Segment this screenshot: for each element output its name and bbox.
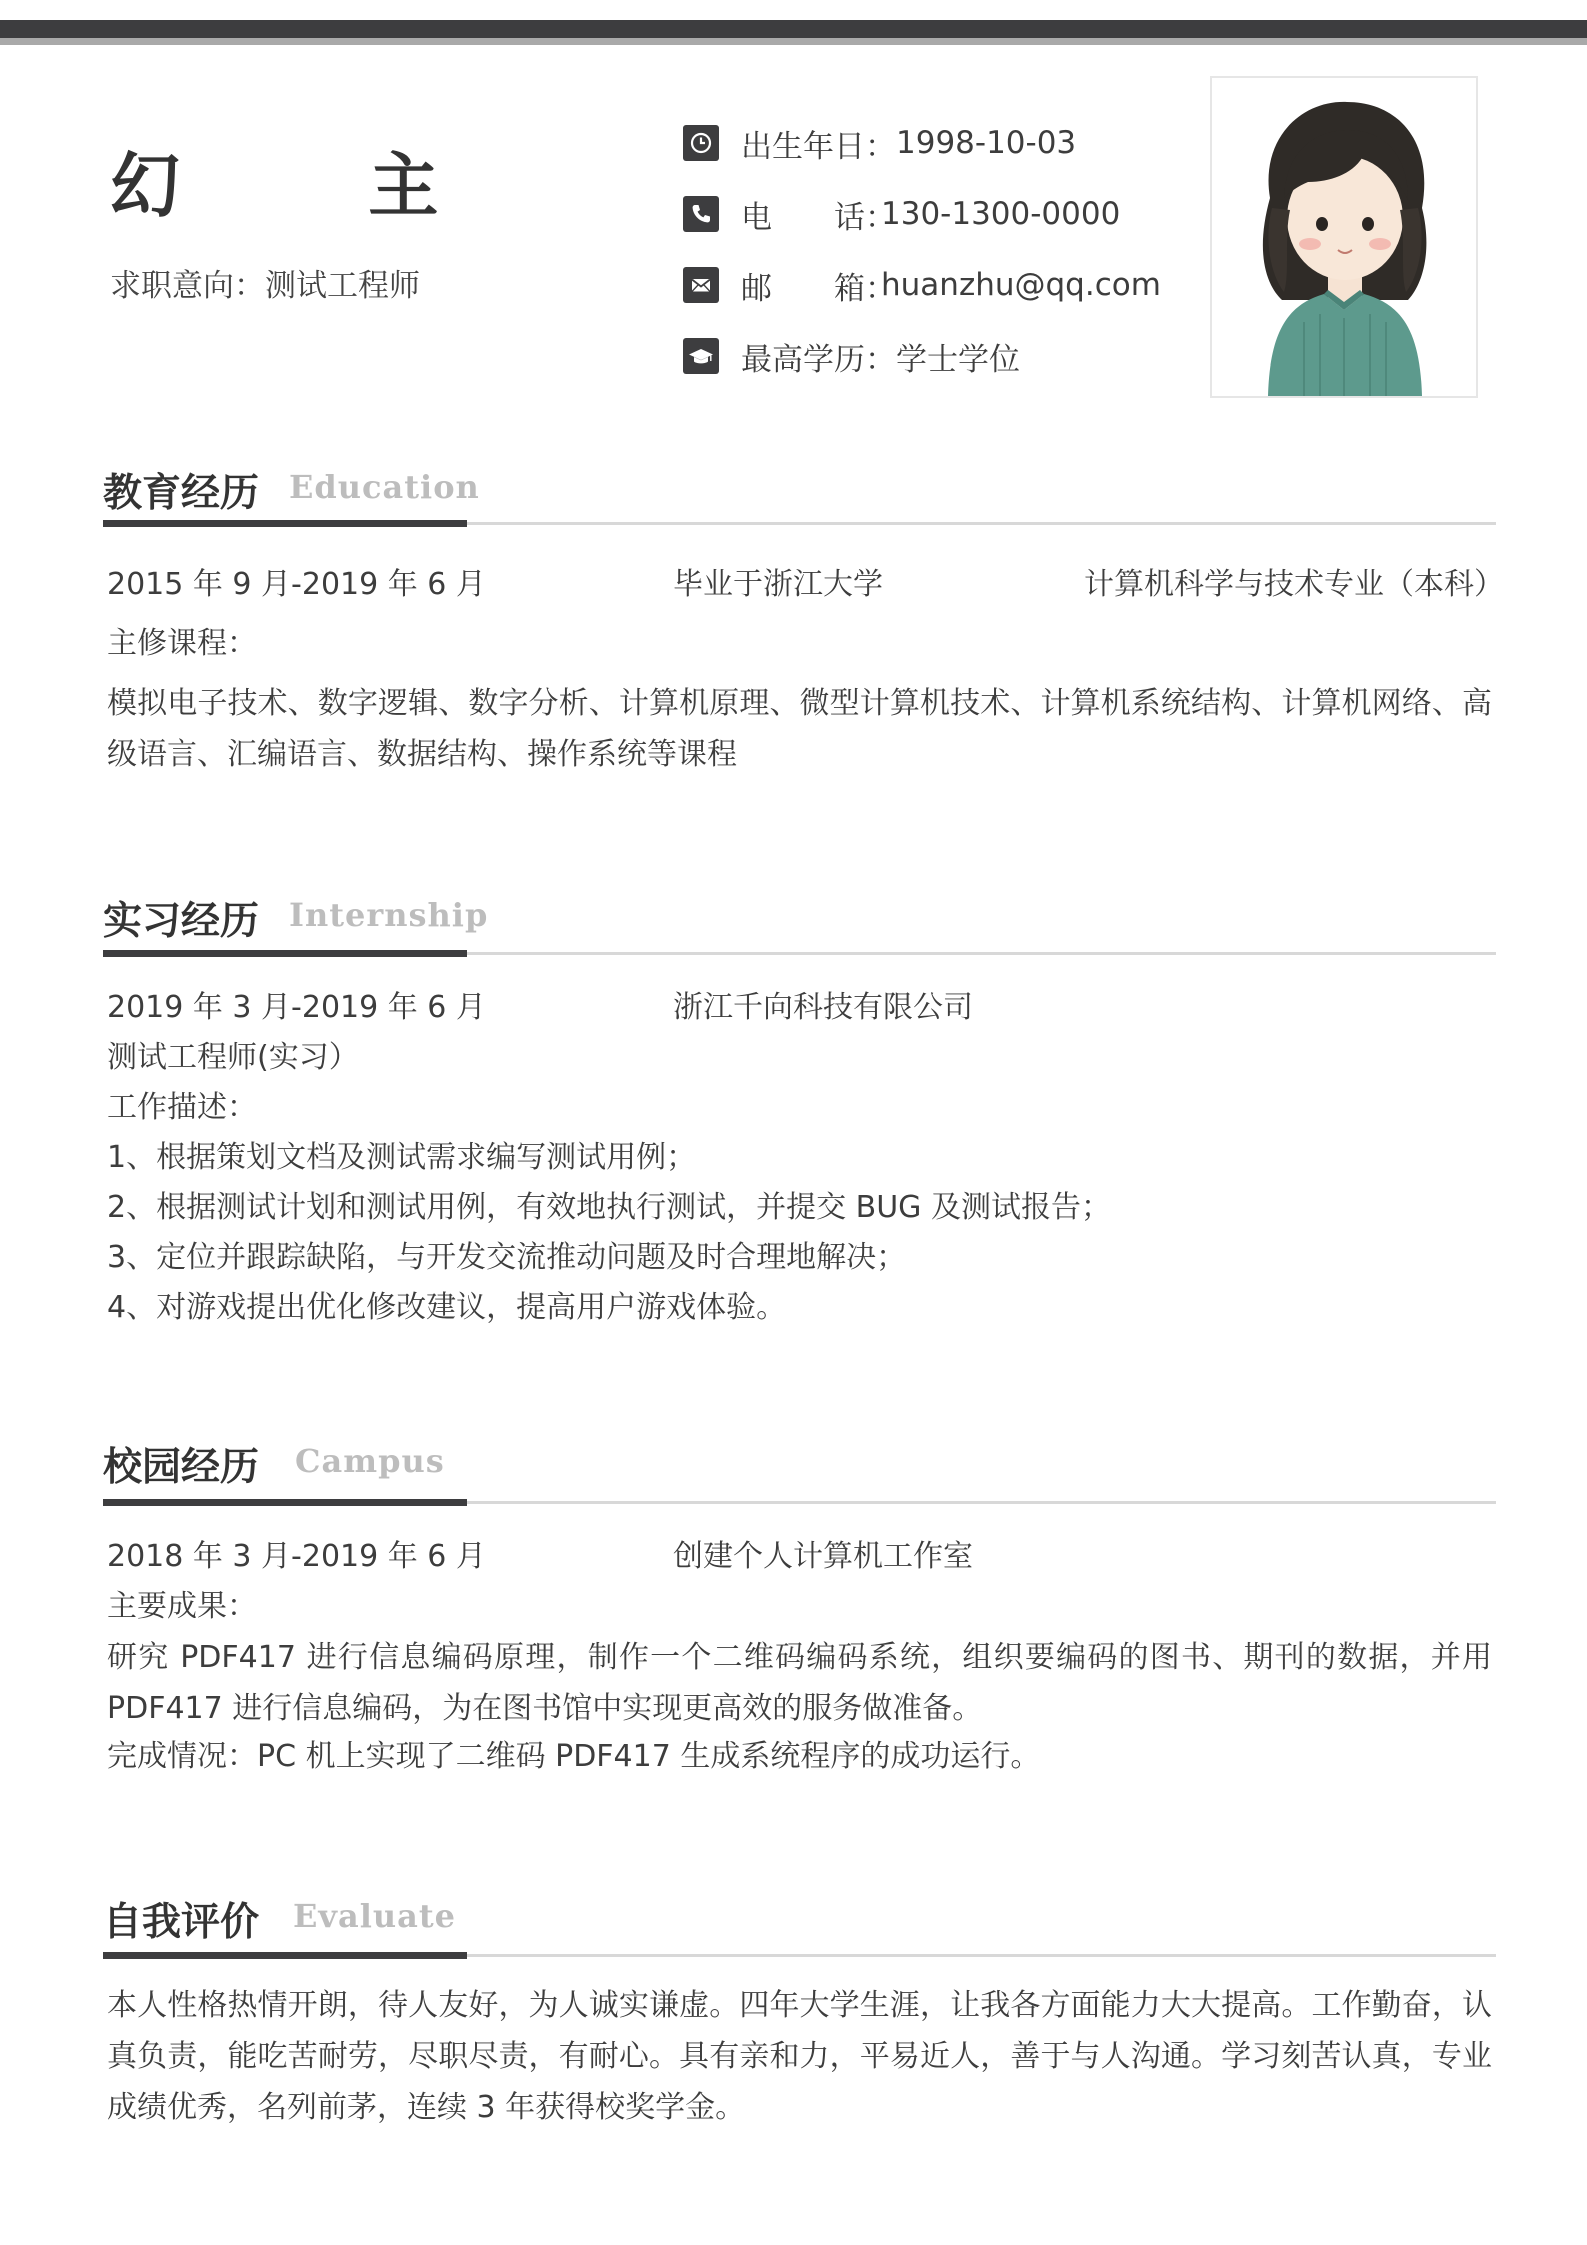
job-intention: 求职意向：测试工程师 bbox=[110, 268, 420, 304]
education-major: 计算机科学与技术专业（本科） bbox=[1084, 567, 1504, 602]
work-item: 1、根据策划文档及测试需求编写测试用例； bbox=[107, 1140, 697, 1175]
top-light-bar bbox=[0, 38, 1587, 45]
top-dark-bar bbox=[0, 20, 1587, 38]
education-title-en: Education bbox=[289, 468, 480, 506]
email-row bbox=[683, 265, 1203, 305]
work-item: 4、对游戏提出优化修改建议，提高用户游戏体验。 bbox=[107, 1290, 787, 1325]
degree-value: 学士学位 bbox=[896, 341, 1020, 378]
courses-label: 主修课程： bbox=[107, 626, 257, 661]
education-divider-accent bbox=[103, 520, 467, 527]
candidate-name: 幻 主 bbox=[110, 145, 521, 227]
campus-project: 创建个人计算机工作室 bbox=[673, 1539, 973, 1574]
completion-text: 完成情况：PC 机上实现了二维码 PDF417 生成系统程序的成功运行。 bbox=[107, 1739, 1041, 1774]
courses-text: 模拟电子技术、数字逻辑、数字分析、计算机原理、微型计算机技术、计算机系统结构、计算机网络、高级语言、汇编语言、数据结构、操作系统等课程 bbox=[107, 686, 1492, 772]
work-item: 2、根据测试计划和测试用例，有效地执行测试，并提交 BUG 及测试报告； bbox=[107, 1190, 1111, 1225]
avatar bbox=[1210, 76, 1478, 398]
mail-icon bbox=[683, 267, 719, 303]
result-text: 研究 PDF417 进行信息编码原理，制作一个二维码编码系统，组织要编码的图书、期刊的数据，并用 PDF417 进行信息编码，为在图书馆中实现更高效的服务做准备。 bbox=[107, 1640, 1492, 1726]
phone-value: 130-1300-0000 bbox=[881, 196, 1121, 232]
birthday-value: 1998-10-03 bbox=[896, 125, 1077, 161]
campus-title-en: Campus bbox=[295, 1442, 445, 1480]
internship-divider-accent bbox=[103, 950, 467, 957]
internship-company: 浙江千向科技有限公司 bbox=[673, 990, 973, 1025]
campus-divider-accent bbox=[103, 1499, 467, 1506]
degree-label: 最高学历： bbox=[741, 341, 896, 378]
result-label: 主要成果： bbox=[107, 1589, 257, 1624]
birthday-row bbox=[683, 123, 1203, 163]
work-desc-label: 工作描述： bbox=[107, 1090, 257, 1125]
phone-row bbox=[683, 194, 1203, 234]
email-value[interactable]: huanzhu@qq.com bbox=[881, 267, 1161, 303]
email-label: 邮 箱： bbox=[741, 270, 896, 307]
evaluate-divider-accent bbox=[103, 1952, 467, 1959]
internship-role: 测试工程师(实习） bbox=[107, 1040, 359, 1075]
internship-period: 2019 年 3 月-2019 年 6 月 bbox=[107, 990, 486, 1025]
work-item: 3、定位并跟踪缺陷，与开发交流推动问题及时合理地解决； bbox=[107, 1240, 907, 1275]
degree-row bbox=[683, 336, 1203, 376]
evaluate-title-en: Evaluate bbox=[293, 1897, 457, 1935]
campus-period: 2018 年 3 月-2019 年 6 月 bbox=[107, 1539, 486, 1574]
phone-icon bbox=[683, 196, 719, 232]
phone-label: 电 话： bbox=[741, 199, 896, 236]
campus-title: 校园经历 bbox=[103, 1445, 260, 1490]
clock-icon bbox=[683, 125, 719, 161]
education-period: 2015 年 9 月-2019 年 6 月 bbox=[107, 567, 486, 602]
internship-title-en: Internship bbox=[289, 896, 489, 934]
education-title: 教育经历 bbox=[103, 471, 260, 516]
evaluate-title: 自我评价 bbox=[103, 1900, 260, 1945]
birthday-label: 出生年日： bbox=[741, 128, 896, 165]
internship-title: 实习经历 bbox=[103, 899, 260, 944]
graduation-cap-icon bbox=[683, 338, 719, 374]
self-evaluation-text: 本人性格热情开朗，待人友好，为人诚实谦虚。四年大学生涯，让我各方面能力大大提高。工作勤奋，认真负责，能吃苦耐劳，尽职尽责，有耐心。具有亲和力，平易近人，善于与人沟通。学习刻苦认真，专业成绩优秀，名列前茅，连续 3 年获得校奖学金。 bbox=[107, 1988, 1492, 2125]
education-school: 毕业于浙江大学 bbox=[673, 567, 883, 602]
